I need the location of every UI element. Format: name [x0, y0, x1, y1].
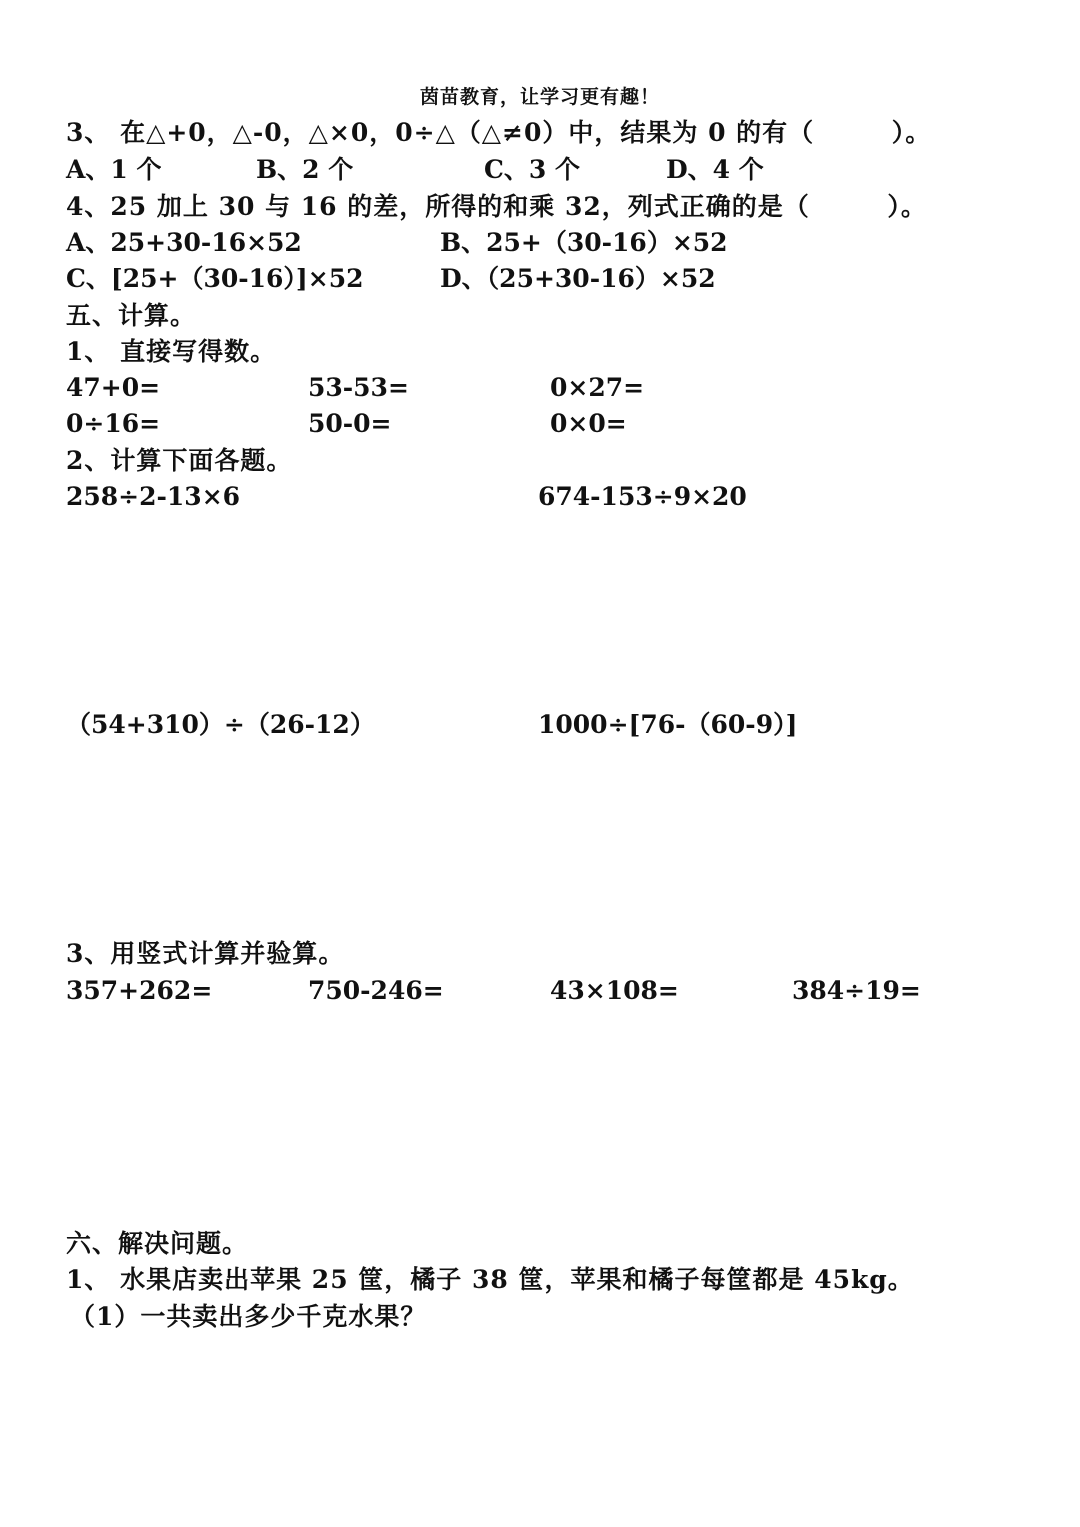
q4-option-d: D、（25+30-16）×52 [440, 264, 716, 293]
section-5-title: 五、计算。 [66, 301, 197, 330]
q4-option-c: C、[25+（30-16）]×52 [66, 264, 364, 293]
oral-calc-item: 50-0= [308, 409, 392, 438]
question-4: 4、25 加上 30 与 16 的差，所得的和乘 32，列式正确的是（ ）。 [66, 192, 927, 221]
section-5-part-1-title: 1、 直接写得数。 [66, 337, 277, 366]
calc-problem: 674-153÷9×20 [538, 482, 747, 511]
section-5-part-3-title: 3、用竖式计算并验算。 [66, 939, 345, 968]
vertical-calc-item: 750-246= [308, 976, 444, 1005]
q3-option-b: B、2 个 [256, 155, 354, 184]
page-header: 茵苗教育，让学习更有趣！ [419, 86, 660, 108]
word-problem-1: 1、 水果店卖出苹果 25 筐，橘子 38 筐，苹果和橘子每筐都是 45kg。 [66, 1265, 914, 1294]
q4-option-a: A、25+30-16×52 [66, 228, 302, 257]
oral-calc-item: 0÷16= [66, 409, 161, 438]
oral-calc-item: 0×0= [550, 409, 627, 438]
q4-option-b: B、25+（30-16）×52 [440, 228, 728, 257]
calc-problem: （54+310）÷（26-12） [66, 710, 375, 739]
section-6-title: 六、解决问题。 [66, 1229, 249, 1258]
oral-calc-item: 53-53= [308, 373, 409, 402]
oral-calc-item: 0×27= [550, 373, 645, 402]
word-problem-1-sub-1: （1）一共卖出多少千克水果？ [70, 1302, 427, 1331]
q3-option-c: C、3 个 [484, 155, 580, 184]
vertical-calc-item: 357+262= [66, 976, 213, 1005]
calc-problem: 258÷2-13×6 [66, 482, 241, 511]
vertical-calc-item: 43×108= [550, 976, 679, 1005]
question-3: 3、 在△+0，△-0，△×0，0÷△（△≠0）中，结果为 0 的有（ ）。 [66, 118, 932, 147]
vertical-calc-item: 384÷19= [792, 976, 921, 1005]
q3-option-d: D、4 个 [666, 155, 764, 184]
calc-problem: 1000÷[76-（60-9）] [538, 710, 798, 739]
section-5-part-2-title: 2、计算下面各题。 [66, 446, 293, 475]
oral-calc-item: 47+0= [66, 373, 161, 402]
q3-option-a: A、1 个 [66, 155, 162, 184]
